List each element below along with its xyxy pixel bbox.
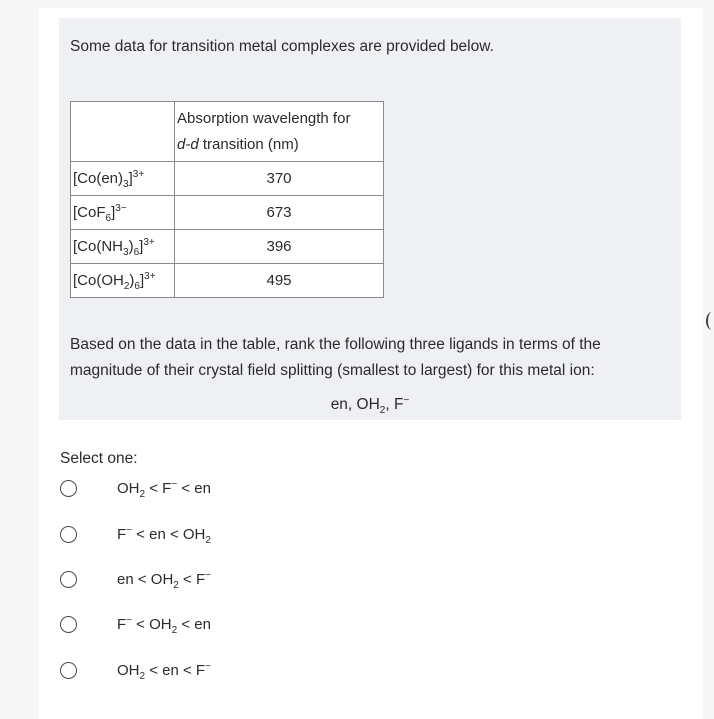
option-label: $OH_2$ < en < F− [117,660,211,682]
table-row [71,264,384,298]
answer-option-5[interactable] [60,658,211,682]
option-label: $OH_2 < F^-$ < en [117,478,211,500]
table-corner-cell [71,102,175,162]
question-card [39,8,703,719]
wavelength-cell: 673 [175,196,384,230]
answer-option-4[interactable] [60,612,211,636]
wavelength-cell: 396 [175,230,384,264]
table-row [71,196,384,230]
question-text-box [59,18,681,420]
answer-option-2[interactable] [60,522,211,546]
complex-cell: $[CoF_6]^{3-}$ [71,196,175,230]
option-label: F− < en < $OH_2$ [117,524,211,546]
ligand-list: en, $OH_2$, F− [330,394,410,417]
complex-cell: $[Co(NH_3)_6]^{3+}$ [71,230,175,264]
table-header-row [71,102,384,162]
header-line1: Absorption wavelength for [177,109,351,127]
header-dd: d-d [177,135,199,153]
intro-text: Some data for transition metal complexes are provided below. [70,38,494,55]
wavelength-cell: 495 [175,264,384,298]
table-row [71,162,384,196]
complex-cell: $[Co(en)_3]^{3+}$ [71,162,175,196]
answer-option-3[interactable] [60,567,211,591]
table-header-cell [175,102,384,162]
radio-button-icon[interactable] [60,526,77,543]
radio-button-icon[interactable] [60,571,77,588]
absorption-table [70,101,384,298]
option-label: $F^- < OH_2$ < en [117,614,211,636]
header-line2: transition (nm) [198,135,299,153]
table-row [71,230,384,264]
complex-cell: $[Co(OH_2)_6]^{3+}$ [71,264,175,298]
option-label: en < $OH_2 < F^-$ [117,569,211,591]
wavelength-cell: 370 [175,162,384,196]
select-one-label: Select one: [60,450,138,467]
radio-button-icon[interactable] [60,662,77,679]
radio-button-icon[interactable] [60,480,77,497]
answer-option-1[interactable] [60,476,211,500]
question-prompt: Based on the data in the table, rank the following three ligands in terms of the magnitude of their crystal field splitting (smallest to largest) for this metal ion: [70,336,601,379]
scroll-edge-icon [706,312,714,330]
radio-button-icon[interactable] [60,616,77,633]
